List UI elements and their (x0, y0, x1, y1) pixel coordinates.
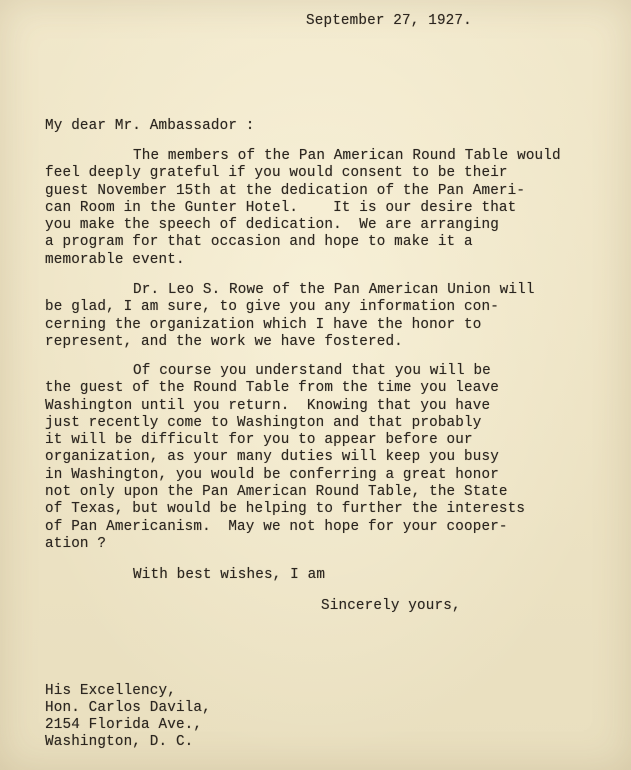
paragraph-line: organization, as your many duties will keep you busy (45, 449, 499, 466)
paragraph-line: of Pan Americanism. May we not hope for your cooper- (45, 518, 508, 535)
closing-wishes: With best wishes, I am (133, 567, 326, 583)
address-line: His Excellency, (45, 683, 176, 699)
paragraph-line: Washington until you return. Knowing that you have (45, 397, 491, 414)
paragraph-line: cerning the organization which I have the honor to (45, 316, 482, 333)
paragraph-line: it will be difficult for you to appear before our (45, 432, 473, 449)
valediction: Sincerely yours, (321, 598, 461, 614)
paragraph-line: Of course you understand that you will be (133, 363, 491, 379)
paragraph-line: just recently come to Washington and that probably (45, 414, 482, 431)
paragraph-line: the guest of the Round Table from the time you leave (45, 380, 499, 397)
salutation: My dear Mr. Ambassador : (45, 118, 255, 134)
paragraph-line: guest November 15th at the dedication of the Pan Ameri- (45, 182, 526, 199)
paragraph-line: Dr. Leo S. Rowe of the Pan American Union will (133, 282, 535, 298)
paragraph-line: you make the speech of dedication. We are arranging (45, 217, 499, 234)
paragraph-line: memorable event. (45, 251, 185, 268)
paragraph-line: ation ? (45, 535, 107, 552)
paragraph-1 (45, 148, 625, 269)
paragraph-line: can Room in the Gunter Hotel. It is our desire that (45, 199, 517, 216)
paragraph-line: in Washington, you would be conferring a great honor (45, 466, 499, 483)
letter-date: September 27, 1927. (306, 13, 472, 29)
paragraph-line: represent, and the work we have fostered. (45, 333, 403, 350)
paragraph-line: a program for that occasion and hope to make it a (45, 234, 473, 251)
paragraph-2 (45, 282, 625, 351)
paragraph-3 (45, 363, 625, 553)
address-line: 2154 Florida Ave., (45, 717, 203, 733)
paragraph-line: not only upon the Pan American Round Table, the State (45, 484, 508, 501)
recipient-address (45, 683, 211, 751)
address-line: Washington, D. C. (45, 734, 194, 750)
paragraph-line: be glad, I am sure, to give you any information con- (45, 299, 499, 316)
paragraph-line: feel deeply grateful if you would consent to be their (45, 165, 508, 182)
paragraph-line: The members of the Pan American Round Table would (133, 148, 561, 164)
address-line: Hon. Carlos Davila, (45, 700, 211, 716)
paragraph-line: of Texas, but would be helping to further the interests (45, 501, 526, 518)
